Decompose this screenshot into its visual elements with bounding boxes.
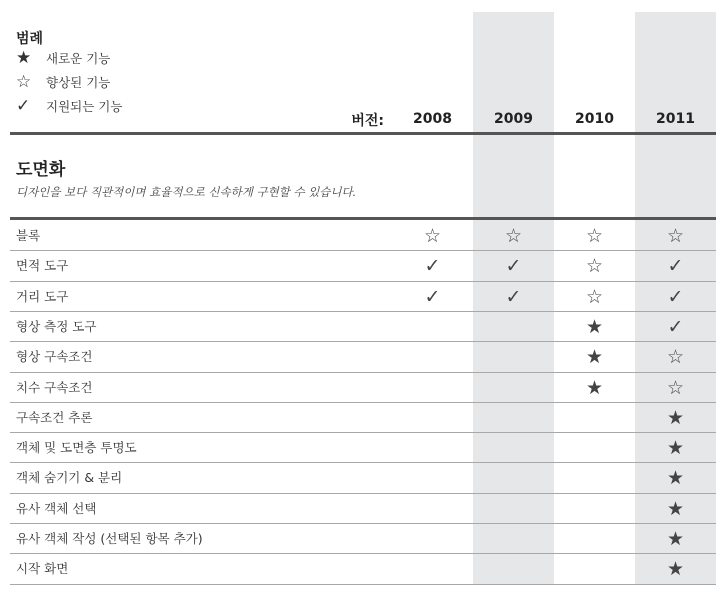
feature-row (0, 312, 720, 342)
feature-name: 블록 (16, 228, 41, 243)
empty-cell (473, 433, 554, 463)
checkmark-icon: ✓ (667, 285, 684, 308)
empty-cell (554, 494, 635, 524)
filled-star-icon: ★ (666, 467, 685, 490)
empty-cell (473, 312, 554, 342)
empty-cell (473, 524, 554, 554)
empty-cell (554, 554, 635, 584)
filled-star-icon: ★ (666, 558, 685, 581)
checkmark-icon: ✓ (424, 255, 441, 278)
year-header-2010: 2010 (575, 111, 614, 127)
empty-cell (473, 554, 554, 584)
empty-cell (554, 524, 635, 554)
section-title: 도면화 (16, 160, 66, 180)
outline-star-icon: ☆ (666, 346, 685, 369)
outline-star-icon: ☆ (16, 72, 32, 92)
legend-label: 향상된 기능 (46, 75, 111, 90)
outline-star-icon: ☆ (504, 225, 523, 247)
feature-name: 면적 도구 (16, 258, 69, 274)
filled-star-icon: ★ (666, 497, 685, 520)
empty-cell (392, 312, 473, 342)
section-divider (10, 217, 716, 220)
feature-name: 치수 구속조건 (16, 379, 93, 395)
empty-cell (392, 524, 473, 554)
feature-row (0, 494, 720, 524)
empty-cell (392, 403, 473, 433)
empty-cell (554, 463, 635, 493)
feature-name: 객체 숨기기 & 분리 (16, 470, 123, 486)
feature-row (0, 554, 720, 584)
feature-row (0, 433, 720, 463)
feature-row (0, 282, 720, 312)
legend-label: 지원되는 기능 (46, 99, 123, 114)
checkmark-icon: ✓ (505, 285, 522, 308)
legend-label: 새로운 기능 (46, 51, 111, 66)
feature-name: 시작 화면 (16, 561, 69, 577)
year-header-2008: 2008 (413, 111, 452, 127)
empty-cell (473, 403, 554, 433)
legend-item-enhanced (16, 72, 110, 92)
legend-item-new (16, 48, 110, 68)
outline-star-icon: ☆ (585, 285, 604, 308)
empty-cell (473, 494, 554, 524)
checkmark-icon: ✓ (667, 315, 684, 338)
filled-star-icon: ★ (585, 346, 604, 369)
empty-cell (392, 494, 473, 524)
feature-name: 유사 객체 선택 (16, 500, 97, 516)
feature-name: 형상 측정 도구 (16, 318, 97, 334)
empty-cell (473, 463, 554, 493)
outline-star-icon: ☆ (585, 255, 604, 278)
version-label: 버전: (351, 113, 384, 129)
filled-star-icon: ★ (585, 376, 604, 399)
checkmark-icon: ✓ (16, 96, 31, 116)
feature-name: 객체 및 도면층 투명도 (16, 440, 137, 456)
empty-cell (392, 463, 473, 493)
feature-name: 유사 객체 작성 (선택된 항목 추가) (16, 531, 203, 546)
outline-star-icon: ☆ (666, 225, 685, 247)
outline-star-icon: ☆ (423, 225, 442, 247)
empty-cell (392, 373, 473, 403)
feature-row (0, 524, 720, 554)
empty-cell (473, 373, 554, 403)
feature-name: 구속조건 추론 (16, 409, 93, 425)
outline-star-icon: ☆ (666, 376, 685, 399)
outline-star-icon: ☆ (585, 225, 604, 247)
filled-star-icon: ★ (666, 406, 685, 429)
filled-star-icon: ★ (16, 48, 32, 68)
feature-row (0, 342, 720, 372)
year-header-2011: 2011 (656, 111, 695, 127)
checkmark-icon: ✓ (424, 285, 441, 308)
filled-star-icon: ★ (666, 437, 685, 460)
filled-star-icon: ★ (666, 528, 685, 550)
header-divider (10, 132, 716, 135)
year-header-2009: 2009 (494, 111, 533, 127)
empty-cell (554, 433, 635, 463)
feature-row (0, 221, 720, 251)
feature-row (0, 251, 720, 281)
empty-cell (392, 433, 473, 463)
legend-title: 범례 (16, 31, 44, 47)
empty-cell (392, 554, 473, 584)
checkmark-icon: ✓ (667, 255, 684, 278)
feature-row (0, 373, 720, 403)
feature-row (0, 463, 720, 493)
filled-star-icon: ★ (585, 315, 604, 338)
row-divider (10, 584, 716, 585)
legend-item-supported (16, 96, 122, 116)
empty-cell (554, 403, 635, 433)
empty-cell (392, 342, 473, 372)
feature-row (0, 403, 720, 433)
feature-name: 형상 구속조건 (16, 349, 93, 365)
feature-name: 거리 도구 (16, 288, 69, 304)
section-subtitle: 디자인을 보다 직관적이며 효율적으로 신속하게 구현할 수 있습니다. (16, 185, 357, 199)
checkmark-icon: ✓ (505, 255, 522, 278)
empty-cell (473, 342, 554, 372)
